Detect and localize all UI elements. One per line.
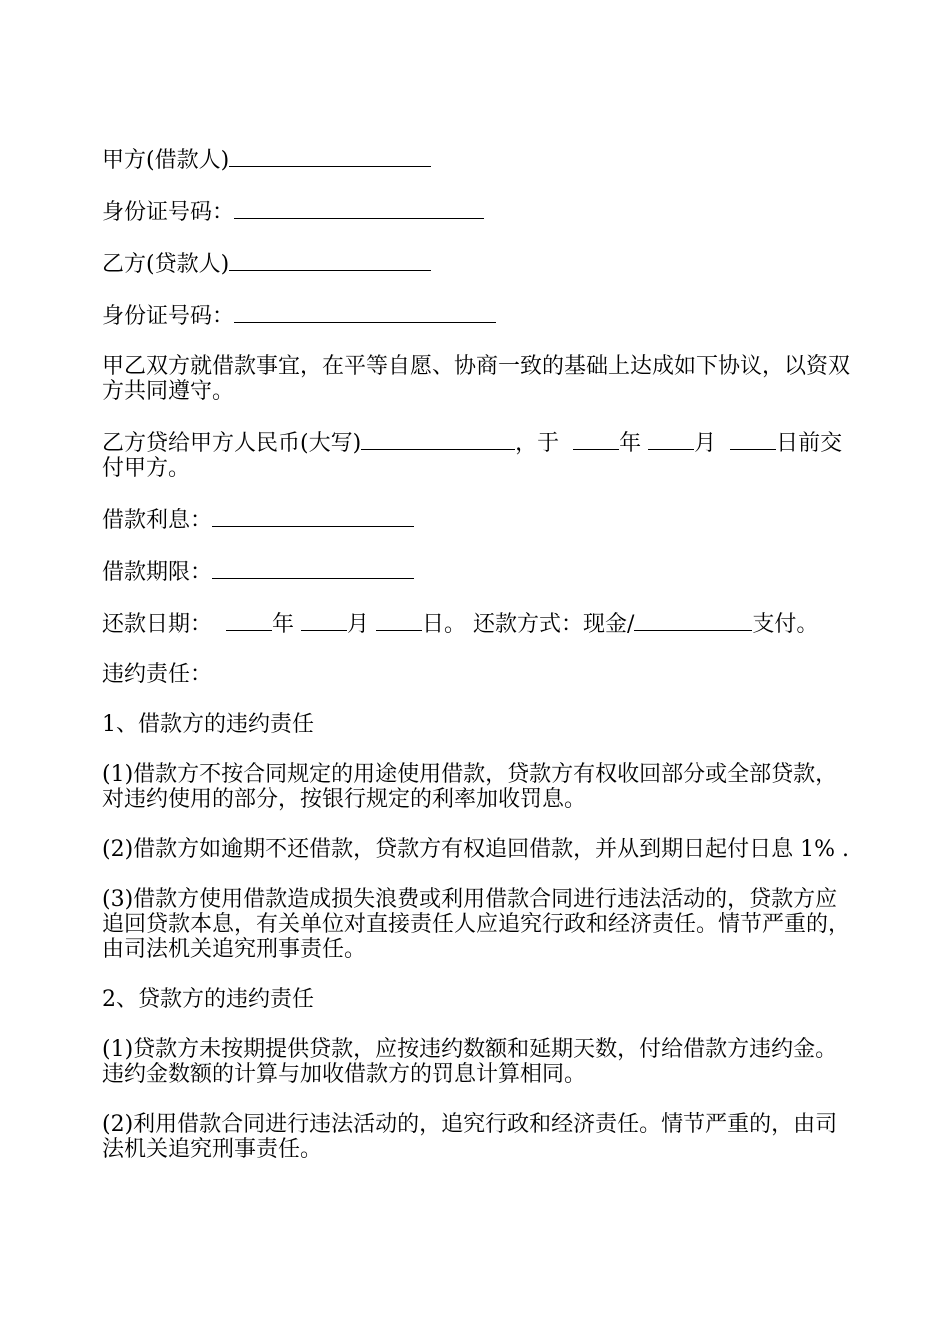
- repayment-method-suffix: 支付。: [752, 612, 819, 637]
- repayment-year-blank: [226, 610, 272, 631]
- interest-label: 借款利息：: [102, 508, 213, 533]
- party-b-id-line: [102, 302, 854, 329]
- loan-suffix: 日前交付甲方。: [102, 431, 843, 481]
- repayment-method-label: 还款方式：现金/: [473, 612, 635, 637]
- section2-item-1: (1)贷款方未按期提供贷款，应按违约数额和延期天数，付给借款方违约金。违约金数额的计算与加收借款方的罚息计算相同。: [102, 1037, 838, 1087]
- party-b-name-blank: [229, 250, 431, 271]
- interest-line: [102, 506, 854, 533]
- repayment-day-blank: [376, 610, 422, 631]
- term-blank: [212, 558, 414, 579]
- section1-title: 1、借款方的违约责任: [102, 712, 314, 737]
- repayment-month-label: 月: [347, 612, 376, 637]
- party-a-line: [102, 146, 854, 173]
- loan-day-blank: [730, 429, 776, 450]
- party-a-label: 甲方(借款人): [102, 148, 230, 173]
- interest-blank: [212, 506, 414, 527]
- term-line: [102, 558, 854, 585]
- contract-document: [102, 146, 854, 1187]
- repayment-year-label: 年: [272, 612, 301, 637]
- repayment-method-blank: [634, 610, 752, 631]
- section1-item-3: (3)借款方使用借款造成损失浪费或利用借款合同进行违法活动的，贷款方应追回贷款本息，有关单位对直接责任人应追究行政和经济责任。情节严重的，由司法机关追究刑事责任。: [102, 887, 851, 962]
- loan-year-label: 年: [619, 431, 649, 456]
- loan-mid-text: ，于: [515, 431, 567, 456]
- loan-amount-paragraph: [102, 429, 854, 481]
- repayment-paragraph: [102, 610, 854, 637]
- party-b-label: 乙方(贷款人): [102, 252, 230, 277]
- party-b-line: [102, 250, 854, 277]
- section2-title: 2、贷款方的违约责任: [102, 987, 314, 1012]
- section2-item-2: (2)利用借款合同进行违法活动的，追究行政和经济责任。情节严重的，由司法机关追究刑事责任。: [102, 1112, 838, 1162]
- loan-month-label: 月: [694, 431, 724, 456]
- party-b-id-blank: [234, 302, 496, 323]
- repayment-month-blank: [301, 610, 347, 631]
- party-a-name-blank: [229, 146, 431, 167]
- term-label: 借款期限：: [102, 560, 213, 585]
- party-a-id-line: [102, 198, 854, 225]
- preamble-paragraph: 甲乙双方就借款事宜，在平等自愿、协商一致的基础上达成如下协议，以资双方共同遵守。: [102, 354, 851, 404]
- breach-title: 违约责任：: [102, 662, 213, 687]
- party-a-id-blank: [234, 198, 484, 219]
- loan-amount-prefix: 乙方贷给甲方人民币(大写): [102, 431, 362, 456]
- repayment-date-label: 还款日期：: [102, 612, 219, 637]
- loan-year-blank: [573, 429, 619, 450]
- party-b-id-label: 身份证号码：: [102, 304, 235, 329]
- party-a-id-label: 身份证号码：: [102, 200, 235, 225]
- section1-item-1: (1)借款方不按合同规定的用途使用借款，贷款方有权收回部分或全部贷款，对违约使用的部分，按银行规定的利率加收罚息。: [102, 762, 838, 812]
- loan-amount-blank: [361, 429, 515, 450]
- loan-month-blank: [648, 429, 694, 450]
- section1-item-2: (2)借款方如逾期不还借款，贷款方有权追回借款，并从到期日起付日息 1% .: [102, 837, 850, 862]
- repayment-day-label: 日。: [422, 612, 473, 637]
